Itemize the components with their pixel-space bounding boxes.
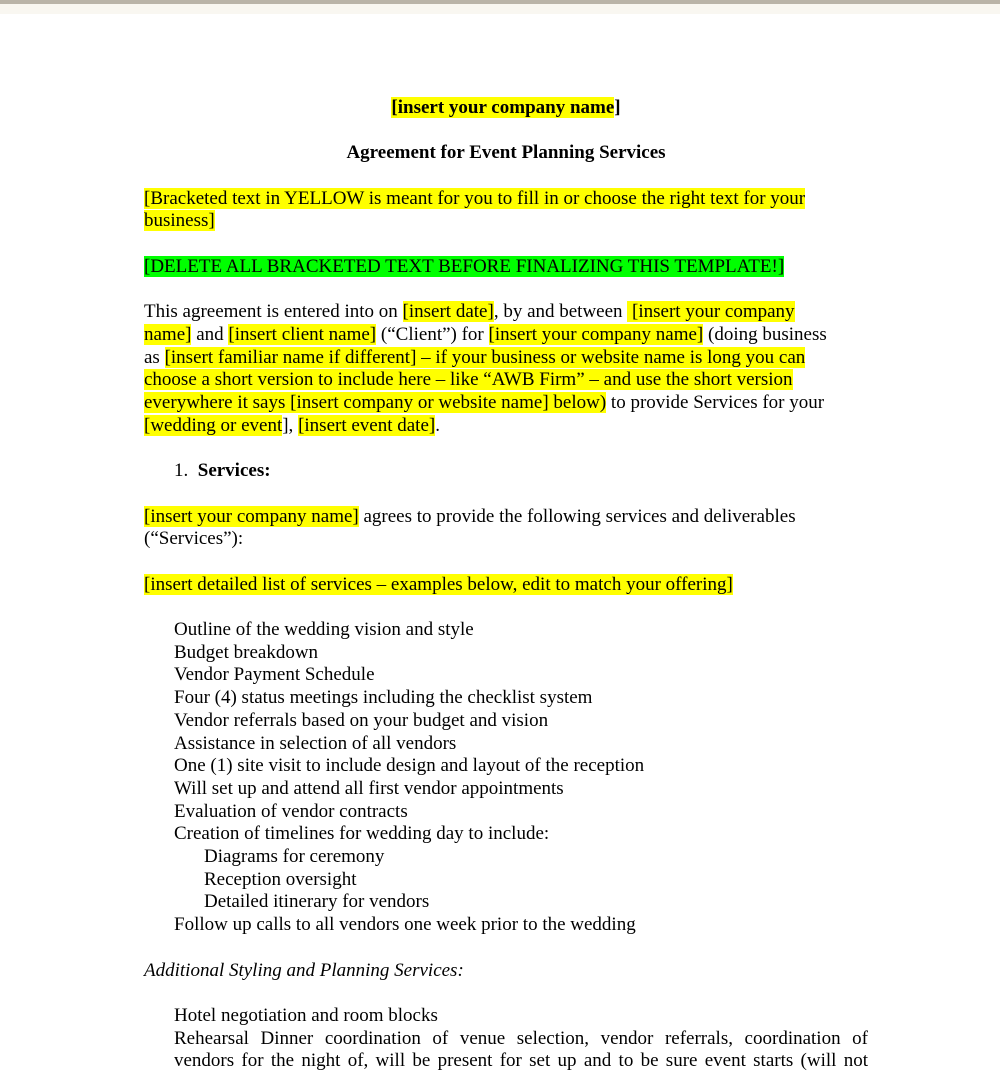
text-line	[144, 733, 868, 756]
text-segment: .	[435, 414, 440, 436]
text-segment: ]	[614, 97, 621, 118]
text-segment: (“Client”) for	[376, 323, 489, 345]
text-segment: Budget breakdown	[174, 641, 319, 663]
yellow-highlighted-text: [insert client name]	[228, 323, 377, 345]
text-line	[144, 1028, 868, 1051]
text-line	[144, 301, 868, 324]
document-title	[144, 97, 868, 120]
yellow-highlighted-text: [insert detailed list of services – examples below, edit to match your offering]	[144, 573, 733, 595]
yellow-highlighted-text: business]	[144, 210, 215, 232]
text-line	[144, 369, 868, 392]
text-segment: Creation of timelines for wedding day to include:	[174, 823, 550, 845]
text-line	[144, 778, 868, 801]
text-segment: , by and between	[493, 301, 628, 323]
text-segment: Outline of the wedding vision and style	[174, 619, 474, 641]
text-line	[144, 347, 868, 370]
text-segment: 1.	[174, 460, 198, 482]
services-list	[144, 619, 868, 937]
text-segment: Vendor Payment Schedule	[174, 664, 375, 686]
text-line	[144, 869, 868, 892]
yellow-highlighted-text: [insert your company name	[391, 97, 615, 118]
yellow-highlighted-text: [insert date]	[402, 301, 494, 323]
viewport-top-band	[0, 4, 1000, 14]
yellow-highlighted-text: [wedding or event	[144, 414, 283, 436]
text-line	[144, 687, 868, 710]
text-segment: Additional Styling and Planning Services:	[144, 959, 464, 981]
text-segment: Four (4) status meetings including the checklist system	[174, 687, 593, 709]
text-segment: and	[191, 323, 229, 345]
text-line	[144, 891, 868, 914]
text-line	[144, 846, 868, 869]
text-line	[144, 755, 868, 778]
text-line	[144, 528, 868, 551]
document-subtitle	[144, 142, 868, 165]
text-line	[144, 97, 868, 120]
yellow-highlighted-text: [Bracketed text in YELLOW is meant for you to fill in or choose the right text for your	[144, 187, 806, 209]
text-segment: Agreement for Event Planning Services	[346, 142, 666, 164]
text-line	[144, 256, 868, 279]
text-segment: Detailed itinerary for vendors	[204, 891, 430, 913]
text-line	[144, 801, 868, 824]
yellow-highlighted-text: [insert your company name]	[144, 505, 359, 527]
agreement-intro-paragraph	[144, 301, 868, 437]
text-line	[144, 188, 868, 211]
yellow-highlighted-text: [insert familiar name if different] – if your business or website name is long you can	[164, 346, 806, 368]
yellow-highlighted-text: [insert your company name]	[488, 323, 704, 345]
additional-services-heading	[144, 960, 868, 983]
text-line	[144, 392, 868, 415]
text-line	[144, 142, 868, 165]
text-segment: Assistance in selection of all vendors	[174, 732, 457, 754]
text-line	[144, 664, 868, 687]
text-line	[144, 210, 868, 233]
yellow-highlighted-text: everywhere it says [insert company or website name] below)	[144, 392, 607, 414]
document-page	[0, 14, 1000, 1083]
text-segment: Rehearsal Dinner coordination of venue selection, vendor referrals, coordination of	[174, 1027, 868, 1049]
text-segment: Hotel negotiation and room blocks	[174, 1004, 438, 1026]
text-line	[144, 1050, 868, 1073]
services-list-placeholder	[144, 574, 868, 597]
text-segment: Evaluation of vendor contracts	[174, 800, 408, 822]
text-segment: One (1) site visit to include design and layout of the reception	[174, 755, 645, 777]
additional-services-list	[144, 1005, 868, 1073]
text-segment: agrees to provide the following services and deliverables	[358, 505, 796, 527]
text-line	[144, 415, 868, 438]
services-intro-paragraph	[144, 506, 868, 551]
yellow-highlighted-text: [insert event date]	[298, 414, 436, 436]
text-line	[144, 506, 868, 529]
yellow-highlighted-text: name]	[144, 323, 192, 345]
text-segment: Vendor referrals based on your budget and vision	[174, 709, 549, 731]
green-highlighted-text: [DELETE ALL BRACKETED TEXT BEFORE FINALIZING THIS TEMPLATE!]	[144, 255, 785, 277]
green-warning-note	[144, 256, 868, 279]
text-segment: (doing business	[703, 323, 827, 345]
text-segment: Follow up calls to all vendors one week prior to the wedding	[174, 914, 636, 936]
text-line	[144, 710, 868, 733]
text-segment: ],	[282, 414, 299, 436]
text-segment: Reception oversight	[204, 868, 357, 890]
text-segment: (“Services”):	[144, 528, 244, 550]
text-line	[144, 574, 868, 597]
text-segment: Services:	[197, 460, 271, 482]
text-line	[144, 324, 868, 347]
services-section-heading	[144, 460, 868, 483]
text-segment: This agreement is entered into on	[144, 301, 403, 323]
text-line	[144, 460, 868, 483]
text-line	[144, 642, 868, 665]
text-segment: to provide Services for your	[606, 392, 825, 414]
yellow-highlighted-text: [insert your company	[627, 301, 795, 323]
text-segment: Diagrams for ceremony	[204, 846, 385, 868]
text-line	[144, 914, 868, 937]
text-segment: Will set up and attend all first vendor appointments	[174, 777, 564, 799]
text-line	[144, 823, 868, 846]
text-line	[144, 619, 868, 642]
text-segment: as	[144, 346, 165, 368]
yellow-highlighted-text: choose a short version to include here – like “AWB Firm” – and use the short version	[144, 369, 793, 391]
text-line	[144, 1005, 868, 1028]
yellow-instruction-note	[144, 188, 868, 233]
text-line	[144, 960, 868, 983]
text-segment: vendors for the night of, will be present for set up and to be sure event starts (will not	[174, 1050, 868, 1072]
